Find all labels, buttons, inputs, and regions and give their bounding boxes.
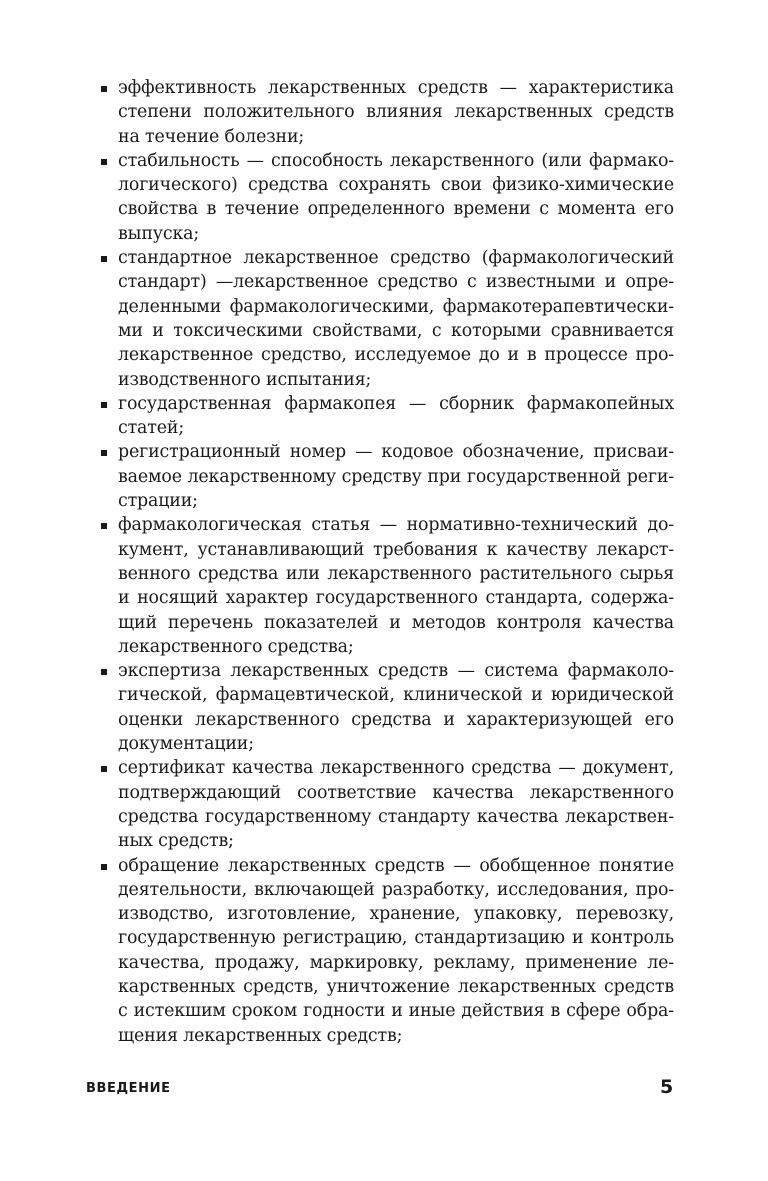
definition-text-line: стандартное лекарственное средство (фармакологический (118, 248, 674, 269)
definition-text-line: качества, продажу, маркировку, рекламу, применение ле- (118, 952, 674, 973)
definition-text-line: изводство, изготовление, хранение, упаковку, перевозку, (118, 904, 674, 925)
definition-list-item (100, 246, 674, 392)
definition-text-line: подтверждающий соответствие качества лекарственного (118, 782, 674, 803)
definition-text-line: регистрационный номер — кодовое обозначение, присваи- (118, 442, 674, 463)
definition-list (100, 76, 674, 1048)
definition-text-line: лекарственное средство, исследуемое до и в процессе про- (118, 345, 674, 366)
definition-text-line: карственных средств, уничтожение лекарственных средств (118, 976, 674, 997)
definition-text-line: средства государственному стандарту качества лекарствен- (118, 806, 674, 827)
definition-list-item (100, 513, 674, 659)
definition-list-item (100, 392, 674, 441)
definition-text-line: деятельности, включающей разработку, исследования, про- (118, 879, 674, 900)
definition-text-line: статей; (118, 418, 185, 439)
square-bullet-icon (101, 450, 107, 456)
definition-text-line: щения лекарственных средств; (118, 1025, 403, 1046)
definition-text-line: сертификат качества лекарственного средства — документ, (118, 758, 674, 779)
square-bullet-icon (101, 523, 107, 529)
definition-text-line: экспертиза лекарственных средств — система фармаколо- (118, 661, 674, 682)
definition-text-line: свойства в течение определенного времени с момента его (118, 199, 674, 220)
definition-text-line: на течение болезни; (118, 126, 305, 147)
definition-text-line: документации; (118, 734, 254, 755)
square-bullet-icon (101, 86, 107, 92)
square-bullet-icon (101, 159, 107, 165)
definition-text-line: степени положительного влияния лекарственных средств (118, 102, 674, 123)
definition-text-line: венного средства или лекарственного растительного сырья (118, 563, 674, 584)
definition-text-line: изводственного испытания; (118, 369, 372, 390)
definition-text-line: государственная фармакопея — сборник фармакопейных (118, 393, 674, 414)
definition-text-line: лекарственного средства; (118, 636, 354, 657)
definition-text-line: с истекшим сроком годности и иные действия в сфере обра- (118, 1001, 674, 1022)
definition-text-line: оценки лекарственного средства и характеризующей его (118, 709, 674, 730)
definition-list-item (100, 149, 674, 246)
running-footer-section-title: ВВЕДЕНИЕ (86, 1081, 171, 1096)
definition-list-item (100, 659, 674, 756)
definition-text-line: логического) средства сохранять свои физико-химические (118, 175, 674, 196)
definition-text-line: фармакологическая статья — нормативно-технический до- (118, 515, 674, 536)
definition-text-line: выпуска; (118, 223, 200, 244)
definition-text-line: щий перечень показателей и методов контроля качества (118, 612, 674, 633)
definition-list-item (100, 76, 674, 149)
definition-text-line: страции; (118, 491, 198, 512)
definition-text-line: стандарт) —лекарственное средство с известными и опре- (118, 272, 674, 293)
page-number: 5 (660, 1076, 674, 1098)
definition-text-line: ваемое лекарственному средству при государственной реги- (118, 466, 674, 487)
square-bullet-icon (101, 766, 107, 772)
definition-list-item (100, 854, 674, 1048)
square-bullet-icon (101, 256, 107, 262)
definition-text-line: деленными фармакологическими, фармакотерапевтически- (118, 296, 674, 317)
definition-text-line: ных средств; (118, 831, 234, 852)
definition-text-line: кумент, устанавливающий требования к качеству лекарст- (118, 539, 674, 560)
square-bullet-icon (101, 669, 107, 675)
definition-text-line: и носящий характер государственного стандарта, содержа- (118, 588, 674, 609)
square-bullet-icon (101, 864, 107, 870)
definition-list-item (100, 756, 674, 853)
definition-text-line: ми и токсическими свойствами, с которыми сравнивается (118, 320, 674, 341)
definition-text-line: стабильность — способность лекарственного (или фармако- (118, 150, 674, 171)
definition-text-line: эффективность лекарственных средств — характеристика (118, 78, 674, 98)
definition-list-item (100, 440, 674, 513)
definition-text-line: гической, фармацевтической, клинической и юридической (118, 685, 674, 706)
square-bullet-icon (101, 402, 107, 408)
definition-text-line: государственную регистрацию, стандартизацию и контроль (118, 928, 674, 949)
definition-text-line: обращение лекарственных средств — обобщенное понятие (118, 855, 674, 876)
